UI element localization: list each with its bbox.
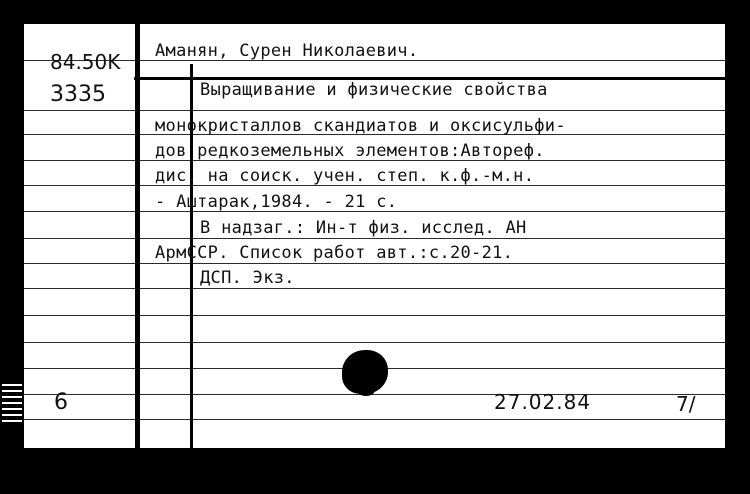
title-line-1: Выращивание и физические свойства [200, 80, 548, 100]
bottom-left-number: 6 [54, 390, 68, 415]
note-line-3: ДСП. Экз. [200, 268, 295, 288]
rule-line [24, 342, 725, 343]
title-line-2: монокристаллов скандиатов и оксисульфи- [155, 116, 566, 136]
author-heading: Аманян, Сурен Николаевич. [155, 41, 419, 61]
rule-line [24, 263, 725, 264]
note-line-1: В надзаг.: Ин-т физ. исслед. АН [200, 218, 527, 238]
rule-line [24, 110, 725, 111]
inventory-number: 3335 [50, 82, 106, 107]
note-line-2: АрмССР. Список работ авт.:с.20-21. [155, 243, 514, 263]
rule-line [24, 419, 725, 420]
date-stamp: 27.02.84 [494, 390, 592, 414]
rule-line [24, 288, 725, 289]
rule-line [24, 315, 725, 316]
catalog-card [24, 24, 725, 448]
rule-line [24, 394, 725, 395]
ink-blot-drip [357, 384, 375, 396]
rule-line [24, 238, 725, 239]
imprint-line: - Аштарак,1984. - 21 с. [155, 192, 398, 212]
title-line-3: дов редкоземельных элементов:Автореф. [155, 141, 545, 161]
title-line-4: дис. на соиск. учен. степ. к.ф.-м.н. [155, 166, 535, 186]
edge-marks [0, 380, 24, 450]
shelf-mark: 84.50K [50, 50, 121, 74]
stamp-initials: 7/ [676, 392, 696, 416]
margin-line-left [135, 24, 140, 448]
